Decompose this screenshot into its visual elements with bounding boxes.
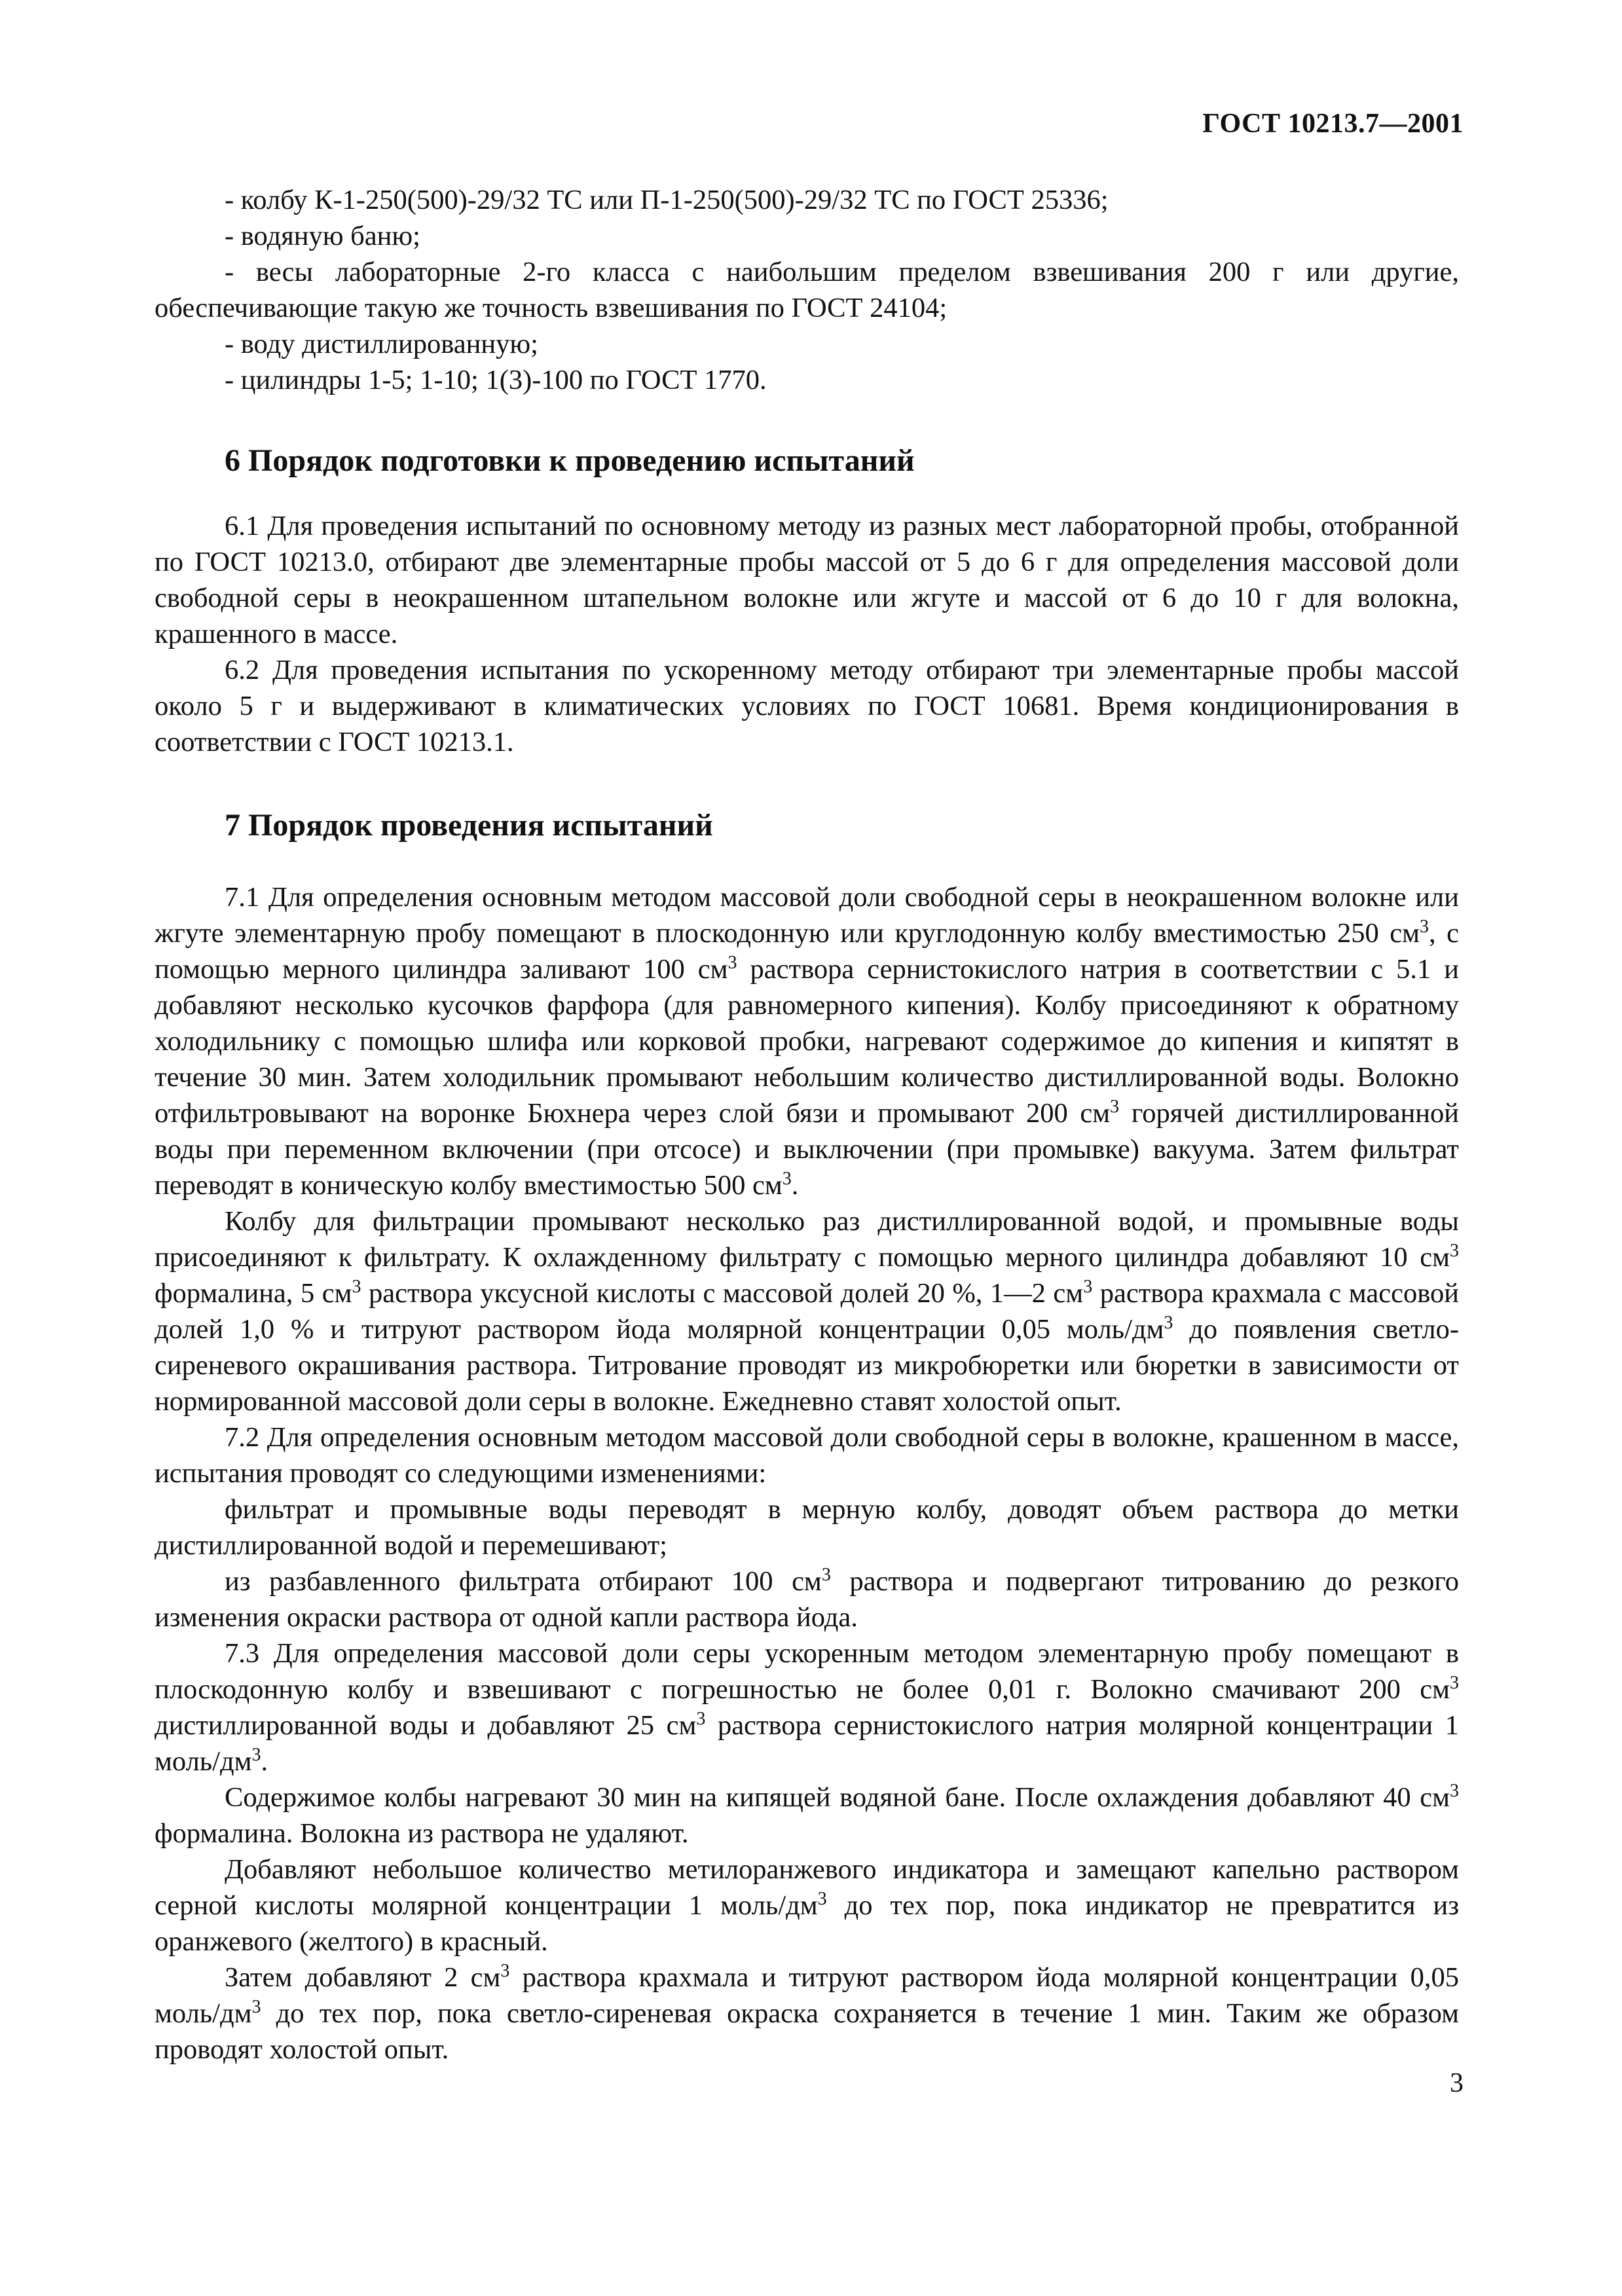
paragraph-6-2: 6.2 Для проведения испытания по ускоренному методу отбирают три элементарные пробы массой около 5 г и выдерживают в климатических условиях по ГОСТ 10681. Время кондиционирования в соответствии с ГОСТ 10213.1. (155, 655, 1459, 757)
document-code: ГОСТ 10213.7—2001 (1202, 109, 1464, 139)
section-7-heading: 7 Порядок проведения испытаний (225, 808, 713, 843)
paragraph-7-3-indicator: Добавляют небольшое количество метилоранжевого индикатора и замещают капельно раствором серной кислоты молярной концентрации 1 моль/$дм^3$ до тех пор, пока индикатор не превратится из оранжевого (желтого) в красный. (155, 1854, 1459, 1957)
paragraph-7-3-titration: Затем добавляют 2 $см^3$ раствора крахмала и титруют раствором йода молярной концентрации 0,05 моль/$дм^3$ до тех пор, пока светло-сиреневая окраска сохраняется в течение 1 мин. Таким же образом проводят холостой опыт. (155, 1960, 1459, 2065)
page-body (155, 182, 1459, 2068)
section-6-heading: 6 Порядок подготовки к проведению испытаний (225, 443, 915, 478)
page-number: 3 (1450, 2068, 1464, 2098)
list-item: - колбу К-1-250(500)-29/32 ТС или П-1-250(500)-29/32 ТС по ГОСТ 25336; (225, 185, 1109, 215)
paragraph-7-1-continued: Колбу для фильтрации промывают несколько раз дистиллированной водой, и промывные воды присоединяют к фильтрату. К охлажденному фильтрату с помощью мерного цилиндра добавляют 10 $см^3$ формалина, 5 $см^3$ раствора уксусной кислоты с массовой долей 20 %, 1—2 $см^3$ раствора крахмала с массовой долей 1,0 % и титруют раствором йода молярной концентрации 0,05 моль/$дм^3$ до появления светло-сиреневого окрашивания раствора. Титрование проводят из микробюретки или бюретки в зависимости от нормированной массовой доли серы в волокне. Ежедневно ставят холостой опыт. (155, 1206, 1459, 1417)
paragraph-6-1: 6.1 Для проведения испытаний по основному методу из разных мест лабораторной пробы, отобранной по ГОСТ 10213.0, отбирают две элементарные пробы массой от 5 до 6 г для определения массовой доли свободной серы в неокрашенном штапельном волокне или жгуте и массой от 6 до 10 г для волокна, крашенного в массе. (155, 511, 1459, 649)
list-item: - водяную баню; (225, 221, 420, 251)
paragraph-7-2: 7.2 Для определения основным методом массовой доли свободной серы в волокне, крашенном в массе, испытания проводят со следующими изменениями: (155, 1422, 1459, 1489)
paragraph-7-2-item: фильтрат и промывные воды переводят в мерную колбу, доводят объем раствора до метки дистиллированной водой и перемешивают; (155, 1494, 1459, 1561)
paragraph-7-2-item: из разбавленного фильтрата отбирают 100 $см^3$ раствора и подвергают титрованию до резкого изменения окраски раствора от одной капли раствора йода. (155, 1564, 1459, 1633)
list-item: - весы лабораторные 2-го класса с наибольшим пределом взвешивания 200 г или другие, обеспечивающие такую же точность взвешивания по ГОСТ 24104; (155, 257, 1459, 323)
paragraph-7-3-heating: Содержимое колбы нагревают 30 мин на кипящей водяной бане. После охлаждения добавляют 40 $см^3$ формалина. Волокна из раствора не удаляют. (155, 1780, 1459, 1849)
paragraph-7-1: 7.1 Для определения основным методом массовой доли свободной серы в неокрашенном волокне или жгуте элементарную пробу помещают в плоскодонную или круглодонную колбу вместимостью 250 $см^3$, с помощью мерного цилиндра заливают 100 $см^3$ раствора сернистокислого натрия в соответствии с 5.1 и добавляют несколько кусочков фарфора (для равномерного кипения). Колбу присоединяют к обратному холодильнику с помощью шлифа или корковой пробки, нагревают содержимое до кипения и кипятят в течение 30 мин. Затем холодильник промывают небольшим количество дистиллированной воды. Волокно отфильтровывают на воронке Бюхнера через слой бязи и промывают 200 $см^3$ горячей дистиллированной воды при переменном включении (при отсосе) и выключении (при промывке) вакуума. Затем фильтрат переводят в коническую колбу вместимостью 500 $см^3$. (155, 882, 1459, 1201)
list-item: - воду дистиллированную; (225, 329, 538, 359)
list-item: - цилиндры 1-5; 1-10; 1(3)-100 по ГОСТ 1770. (225, 365, 767, 395)
paragraph-7-3: 7.3 Для определения массовой доли серы ускоренным методом элементарную пробу помещают в плоскодонную колбу и взвешивают с погрешностью не более 0,01 г. Волокно смачивают 200 $см^3$ дистиллированной воды и добавляют 25 $см^3$ раствора сернистокислого натрия молярной концентрации 1 моль/$дм^3$. (155, 1638, 1459, 1777)
